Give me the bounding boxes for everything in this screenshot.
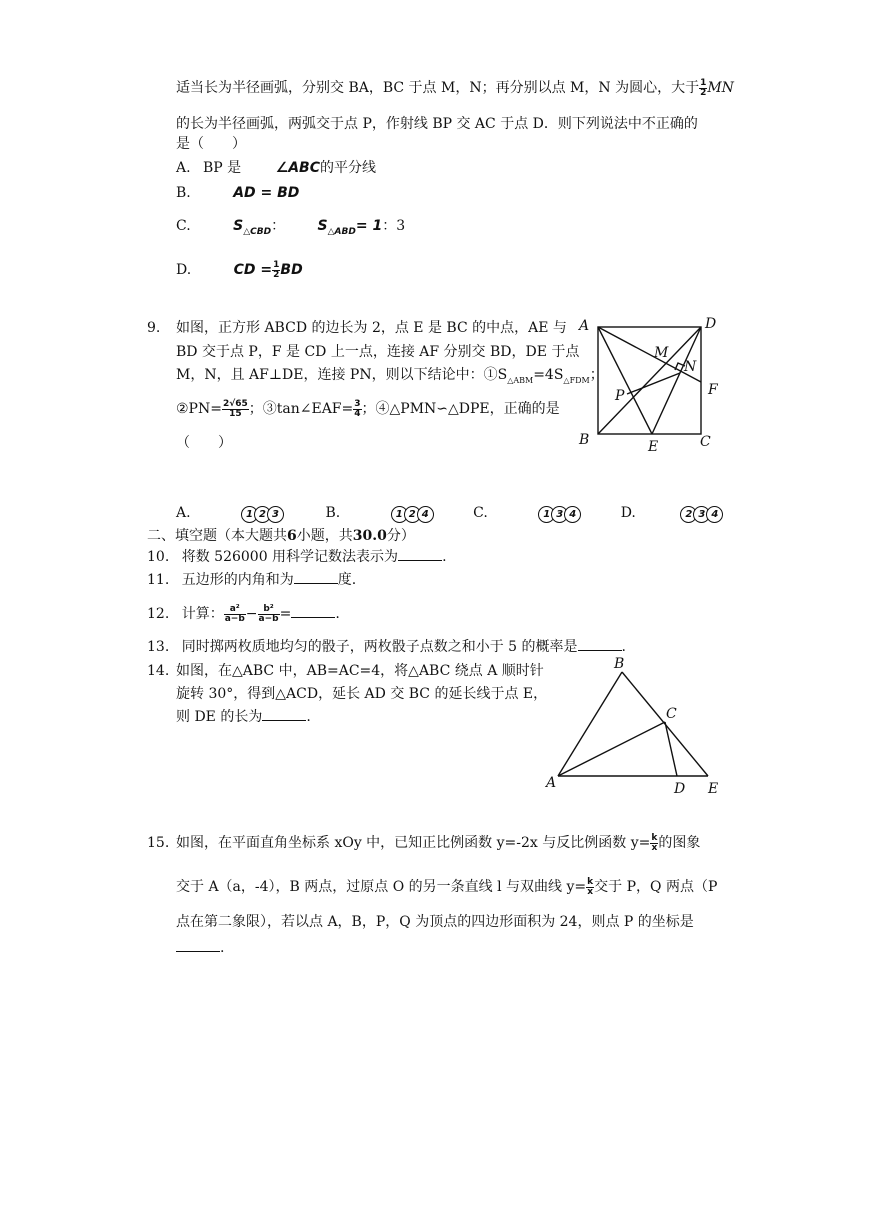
- q9-line5: （ ）: [176, 435, 232, 451]
- area-symbol: S: [317, 218, 328, 234]
- segment-bd: [598, 327, 701, 434]
- fraction-denominator: a−b: [224, 613, 245, 624]
- circled-number: 4: [564, 506, 581, 523]
- colon: ：: [271, 218, 286, 234]
- q9-line2: BD 交于点 P，F 是 CD 上一点，连接 AF 分别交 BD，DE 于点: [176, 344, 580, 360]
- q8-line3: 是（ ）: [176, 136, 246, 152]
- answer-blank: [176, 939, 220, 952]
- area-subscript: △ABM: [507, 375, 534, 385]
- q10-end: .: [442, 549, 447, 565]
- answer-blank: [262, 708, 306, 721]
- q11-end: 度.: [337, 572, 357, 588]
- minus: −: [245, 606, 258, 622]
- fraction-numerator: a²: [224, 605, 246, 615]
- area-subscript: △CBD: [243, 226, 272, 237]
- option-label: B.: [176, 185, 191, 201]
- option-a-pre: BP 是: [203, 160, 242, 176]
- area-subscript: △ABD: [327, 226, 356, 237]
- k-over-x-fraction: [586, 878, 594, 897]
- option-c-circles: [538, 503, 616, 523]
- option-a-math: ∠ABC: [275, 160, 320, 176]
- option-a-post: 的平分线: [319, 160, 376, 176]
- fraction-denominator: 2: [273, 269, 280, 280]
- label-c: C: [700, 434, 711, 450]
- circled-number: 1: [391, 506, 408, 523]
- circled-number: 3: [551, 506, 568, 523]
- option-d-label: D.: [620, 505, 636, 521]
- label-b: B: [614, 656, 625, 672]
- pn-fraction: [222, 400, 249, 419]
- q14-line1: 如图，在△ABC 中，AB=AC=4，将△ABC 绕点 A 顺时针: [176, 663, 544, 679]
- option-b-label: B.: [325, 505, 341, 521]
- q14-line3: [176, 707, 311, 727]
- q8-option-c: [176, 216, 405, 242]
- q14-triangle-figure: [540, 652, 730, 802]
- fraction-denominator: x: [651, 842, 658, 853]
- fraction-numerator: 1: [273, 259, 280, 270]
- option-label: A.: [176, 160, 191, 176]
- q15-end: .: [220, 940, 225, 956]
- option-b-circles: [391, 503, 469, 523]
- q13-text: 同时掷两枚质地均匀的骰子，两枚骰子点数之和小于 5 的概率是: [181, 639, 578, 655]
- q14-line2: 旋转 30°，得到△ACD，延长 AD 交 BC 的延长线于点 E，: [176, 686, 548, 702]
- fraction-numerator: 1: [700, 77, 707, 88]
- label-d: D: [674, 781, 686, 797]
- q10-text: 将数 526000 用科学记数法表示为: [181, 549, 399, 565]
- q9-line4: [176, 399, 560, 419]
- circled-number: 2: [404, 506, 421, 523]
- q9-line1: 如图，正方形 ABCD 的边长为 2，点 E 是 BC 的中点，AE 与: [176, 320, 567, 336]
- area-symbol: S: [233, 218, 244, 234]
- label-p: P: [615, 388, 625, 404]
- segment-cd: [665, 722, 677, 776]
- label-a: A: [546, 775, 557, 791]
- q14-end: .: [306, 709, 311, 725]
- q15-line4: [176, 938, 224, 958]
- option-c-label: C.: [473, 505, 488, 521]
- circled-number: 3: [267, 506, 284, 523]
- q15-line3: 点在第二象限），若以点 A，B，P，Q 为顶点的四边形面积为 24，则点 P 的坐标是: [176, 914, 694, 930]
- q9-line4-end: ；④△PMN∽△DPE，正确的是: [361, 401, 560, 417]
- q12-end: .: [335, 606, 340, 622]
- q8-line1-end: MN: [707, 80, 734, 96]
- q9-options: [176, 503, 719, 523]
- segment-ae: [598, 327, 652, 434]
- label-d: D: [705, 316, 717, 332]
- q8-option-a: [176, 158, 376, 178]
- q12-fraction1: [224, 605, 246, 624]
- option-a-label: A.: [176, 505, 191, 521]
- section2-mid: 小题，共: [296, 528, 353, 544]
- section2-pre: 二、填空题（本大题共: [147, 528, 287, 544]
- q10: [147, 547, 447, 567]
- q8-line2: 的长为半径画弧，两弧交于点 P，作射线 BP 交 AC 于点 D．则下列说法中不正确的: [176, 116, 698, 132]
- q8-line1-text: 适当长为半径画弧，分别交 BA，BC 于点 M，N；再分别以点 M，N 为圆心，大于: [176, 80, 700, 96]
- fraction-numerator: 3: [354, 398, 361, 409]
- q12-fraction2: [258, 605, 280, 624]
- circled-number: 1: [538, 506, 555, 523]
- fraction-denominator: 4: [354, 408, 361, 419]
- fraction-denominator: a−b: [258, 613, 279, 624]
- label-n: N: [684, 359, 697, 375]
- q15-line2-pre: 交于 A（a，-4），B 两点，过原点 O 的另一条直线 l 与双曲线 y=: [176, 879, 587, 895]
- option-label: D.: [176, 262, 192, 278]
- equals-one: = 1: [355, 218, 383, 234]
- option-d-math2: BD: [280, 262, 303, 278]
- q9-line3-end: ；: [589, 367, 604, 383]
- q12-number: 12.: [147, 606, 170, 622]
- section2-post: 分）: [386, 528, 415, 544]
- q11: [147, 570, 356, 590]
- answer-blank: [578, 638, 622, 651]
- label-c: C: [666, 706, 677, 722]
- q14-number: 14.: [147, 663, 170, 679]
- q13-number: 13.: [147, 639, 170, 655]
- label-e: E: [648, 439, 659, 455]
- circled-number: 1: [241, 506, 258, 523]
- option-d-circles: [680, 503, 719, 523]
- q9-line3-mid: =4S: [533, 367, 564, 383]
- q15-line1-end: 的图象: [658, 835, 701, 851]
- circled-number: 2: [254, 506, 271, 523]
- label-a: A: [579, 318, 590, 334]
- option-d-math: CD =: [233, 262, 273, 278]
- q8-line1: [176, 78, 734, 98]
- q15-line2: [176, 877, 717, 897]
- option-label: C.: [176, 218, 191, 234]
- q15-line1: [176, 833, 700, 853]
- fraction-numerator: b²: [258, 605, 280, 615]
- ratio-end: ：3: [382, 218, 406, 234]
- tan-fraction: [353, 400, 361, 419]
- answer-blank: [294, 571, 338, 584]
- equals: =: [279, 606, 292, 622]
- q9-line3-pre: M，N，且 AF⊥DE，连接 PN，则以下结论中：①S: [176, 367, 508, 383]
- option-b-math: AD = BD: [233, 185, 300, 201]
- q9-line4-pre: ②PN=: [176, 401, 222, 417]
- fraction-numerator: k: [651, 832, 658, 843]
- fraction-numerator: k: [587, 876, 594, 887]
- q9-line4-mid: ；③tan∠EAF=: [248, 401, 354, 417]
- q15-line1-pre: 如图，在平面直角坐标系 xOy 中，已知正比例函数 y=-2x 与反比例函数 y=: [176, 835, 651, 851]
- circled-number: 2: [680, 506, 697, 523]
- q8-option-b: [176, 183, 299, 203]
- fraction-denominator: 15: [229, 408, 242, 419]
- option-a-circles: [241, 503, 321, 523]
- label-f: F: [708, 382, 718, 398]
- q14-line3-text: 则 DE 的长为: [176, 709, 263, 725]
- section2-count: 6: [287, 528, 297, 544]
- circled-number: 3: [693, 506, 710, 523]
- label-b: B: [579, 432, 590, 448]
- q11-number: 11.: [147, 572, 170, 588]
- q15-number: 15.: [147, 835, 170, 851]
- section2-score: 30.0: [352, 528, 387, 544]
- label-m: M: [654, 345, 669, 361]
- q13-end: .: [621, 639, 626, 655]
- label-e: E: [708, 781, 719, 797]
- circled-number: 4: [417, 506, 434, 523]
- q10-number: 10.: [147, 549, 170, 565]
- fraction-denominator: x: [587, 886, 594, 897]
- section2-heading: [147, 526, 415, 546]
- answer-blank: [291, 605, 335, 618]
- q11-text: 五边形的内角和为: [181, 572, 294, 588]
- q15-line2-end: 交于 P，Q 两点（P: [594, 879, 718, 895]
- q9-line3: [176, 365, 604, 391]
- q9-number: 9.: [147, 320, 161, 336]
- circled-number: 4: [706, 506, 723, 523]
- q12-text: 计算：: [181, 606, 224, 622]
- q8-option-d: [176, 260, 303, 280]
- fraction-numerator: 2√65: [222, 398, 248, 409]
- q12: [147, 604, 340, 624]
- answer-blank: [398, 548, 442, 561]
- fraction-denominator: 2: [700, 87, 707, 98]
- area-subscript: △FDM: [563, 375, 590, 385]
- q9-square-figure: [572, 310, 732, 460]
